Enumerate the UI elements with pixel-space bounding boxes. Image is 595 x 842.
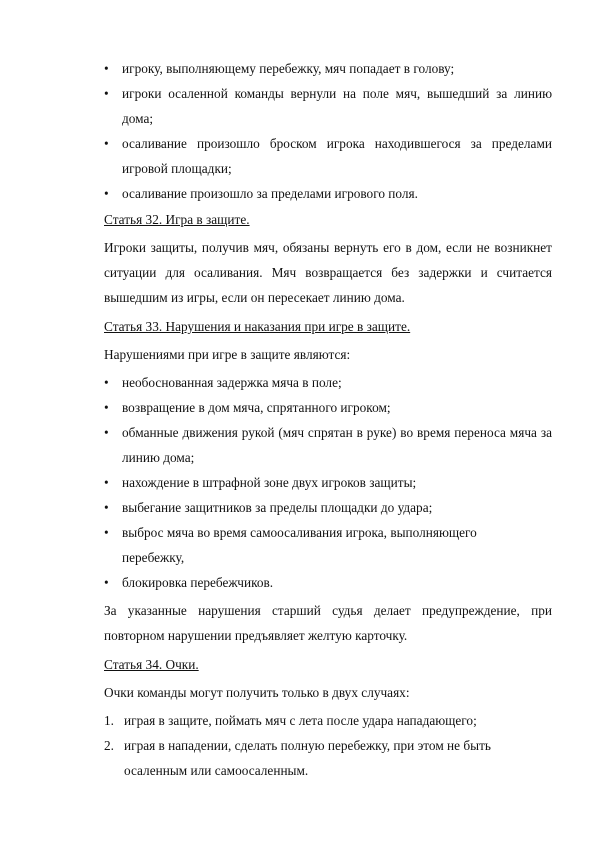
list-item: 1. играя в защите, поймать мяч с лета после удара нападающего; [104, 708, 552, 733]
bullet-icon: • [104, 86, 109, 101]
bullet-icon: • [104, 500, 109, 515]
bullet-icon: • [104, 186, 109, 201]
list-item: 2. играя в нападении, сделать полную перебежку, при этом не быть осаленным или самоосаленным. [104, 733, 514, 783]
article-34-heading: Статья 34. Очки. [104, 657, 199, 672]
bullet-icon: • [104, 525, 109, 540]
points-list [104, 708, 552, 783]
article-32-heading: Статья 32. Игра в защите. [104, 212, 250, 227]
foul-list [104, 56, 552, 206]
bullet-icon: • [104, 425, 109, 440]
article-33-heading: Статья 33. Нарушения и наказания при игре в защите. [104, 319, 411, 334]
article-33-outro: За указанные нарушения старший судья делает предупреждение, при повторном нарушении предъявляет желтую карточку. [104, 603, 552, 643]
list-item: • игроки осаленной команды вернули на поле мяч, вышедший за линию дома; [104, 81, 552, 131]
list-item: • нахождение в штрафной зоне двух игроков защиты; [104, 470, 552, 495]
document-content [104, 56, 552, 783]
bullet-icon: • [104, 475, 109, 490]
item-number: 1. [104, 713, 114, 728]
bullet-icon: • [104, 375, 109, 390]
list-item: • выброс мяча во время самоосаливания игрока, выполняющего перебежку, [104, 520, 494, 570]
bullet-icon: • [104, 575, 109, 590]
article-34-intro: Очки команды могут получить только в двух случаях: [104, 685, 410, 700]
article-33-intro: Нарушениями при игре в защите являются: [104, 347, 351, 362]
article-32-text: Игроки защиты, получив мяч, обязаны вернуть его в дом, если не возникнет ситуации для осаливания. Мяч возвращается без задержки и считается вышедшим из игры, если он пересекает линию дома. [104, 240, 552, 305]
list-item: • необоснованная задержка мяча в поле; [104, 370, 552, 395]
bullet-icon: • [104, 61, 109, 76]
list-item: • игроку, выполняющему перебежку, мяч попадает в голову; [104, 56, 552, 81]
list-item: • выбегание защитников за пределы площадки до удара; [104, 495, 552, 520]
list-item: • осаливание произошло броском игрока находившегося за пределами игровой площадки; [104, 131, 552, 181]
list-item: • осаливание произошло за пределами игрового поля. [104, 181, 552, 206]
list-item: • обманные движения рукой (мяч спрятан в руке) во время переноса мяча за линию дома; [104, 420, 552, 470]
violation-list [104, 370, 552, 595]
list-item: • блокировка перебежчиков. [104, 570, 552, 595]
list-item: • возвращение в дом мяча, спрятанного игроком; [104, 395, 552, 420]
bullet-icon: • [104, 400, 109, 415]
bullet-icon: • [104, 136, 109, 151]
item-number: 2. [104, 738, 114, 753]
